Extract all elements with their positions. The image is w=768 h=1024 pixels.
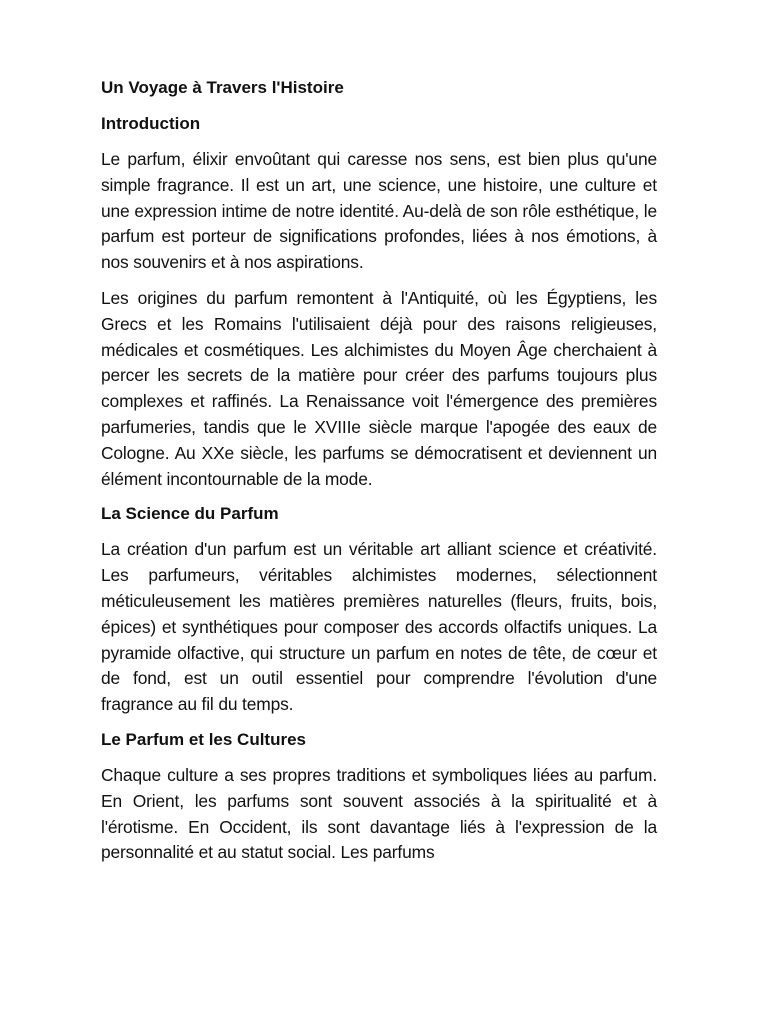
- document-page: [101, 76, 657, 876]
- paragraph: Le parfum, élixir envoûtant qui caresse nos sens, est bien plus qu'une simple fragrance. Il est un art, une science, une histoire, une culture et une expression intime de notre identité. Au-delà de son rôle esthétique, le parfum est porteur de significations profondes, liées à nos émotions, à nos souvenirs et à nos aspirations.: [101, 149, 657, 273]
- paragraph: Chaque culture a ses propres traditions et symboliques liées au parfum. En Orient, les parfums sont souvent associés à la spiritualité et à l'érotisme. En Occident, ils sont davantage liés à l'expression de la personnalité et au statut social. Les parfums: [101, 764, 657, 863]
- section-heading-introduction: Introduction: [101, 114, 201, 133]
- document-title: Un Voyage à Travers l'Histoire: [101, 78, 344, 97]
- section-heading-cultures: Le Parfum et les Cultures: [101, 729, 307, 749]
- paragraph: Les origines du parfum remontent à l'Antiquité, où les Égyptiens, les Grecs et les Romains l'utilisaient déjà pour des raisons religieuses, médicales et cosmétiques. Les alchimistes du Moyen Âge cherchaient à percer les secrets de la matière pour créer des parfums toujours plus complexes et raffinés. La Renaissance voit l'émergence des premières parfumeries, tandis que le XVIIIe siècle marque l'apogée des eaux de Cologne. Au XXe siècle, les parfums se démocratisent et deviennent un élément incontournable de la mode.: [101, 287, 657, 489]
- section-heading-science: La Science du Parfum: [101, 504, 279, 524]
- paragraph: La création d'un parfum est un véritable art alliant science et créativité. Les parfumeurs, véritables alchimistes modernes, sélectionnent méticuleusement les matières premières naturelles (fleurs, fruits, bois, épices) et synthétiques pour composer des accords olfactifs uniques. La pyramide olfactive, qui structure un parfum en notes de tête, de cœur et de fond, est un outil essentiel pour comprendre l'évolution d'une fragrance au fil du temps.: [101, 539, 657, 715]
